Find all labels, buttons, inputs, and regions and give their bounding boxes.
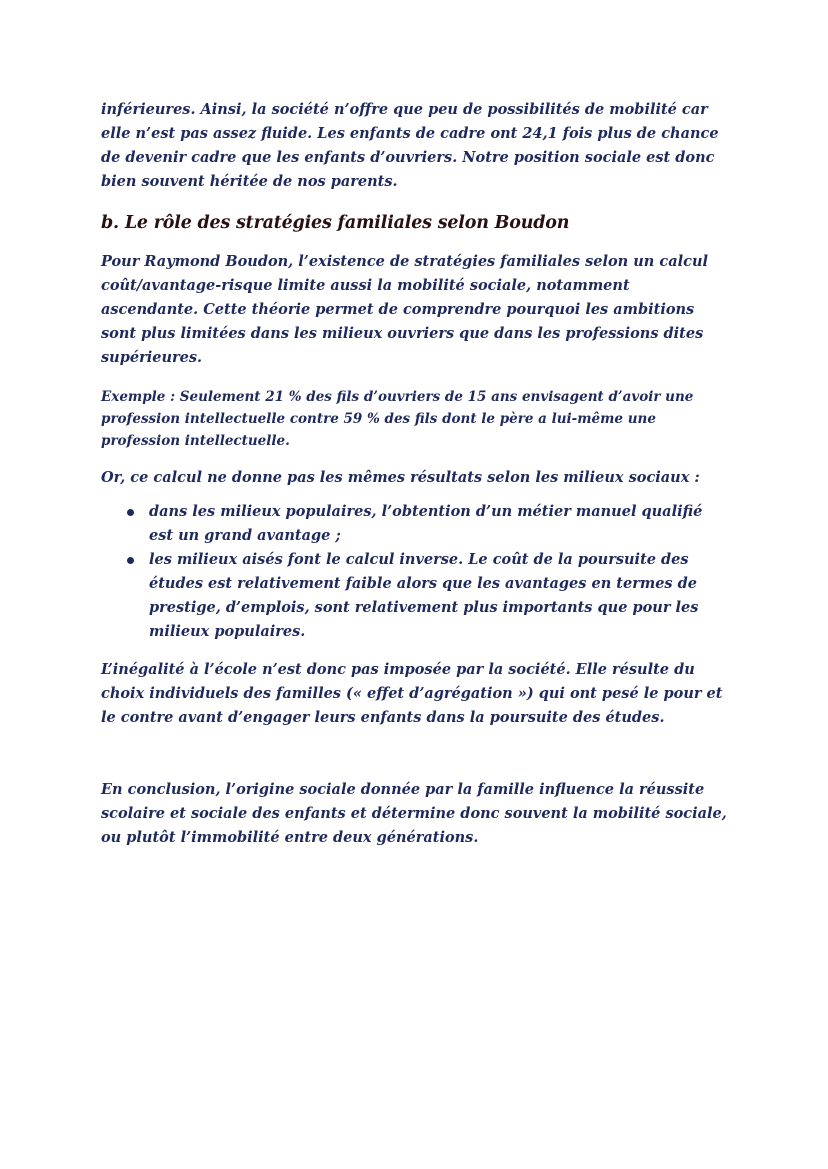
inequality-paragraph: L’inégalité à l’école n’est donc pas imposée par la société. Elle résulte du choix individuels des familles (« effet d’agrégation ») qui ont pesé le pour et le contre avant d’engager leurs enfants dans la poursuite des études.	[101, 661, 723, 726]
section-heading: b. Le rôle des stratégies familiales selon Boudon	[101, 213, 570, 233]
bullet-list	[101, 500, 731, 644]
boudon-paragraph: Pour Raymond Boudon, l’existence de stratégies familiales selon un calcul coût/avantage-risque limite aussi la mobilité sociale, notamment ascendante. Cette théorie permet de comprendre pourquoi les ambitions sont plus limitées dans les milieux ouvriers que dans les professions dites supérieures.	[101, 253, 709, 366]
intro-paragraph: inférieures. Ainsi, la société n’offre que peu de possibilités de mobilité car elle n’est pas assez fluide. Les enfants de cadre ont 24,1 fois plus de chance de devenir cadre que les enfants d’ouvriers. Notre position sociale est donc bien souvent héritée de nos parents.	[101, 101, 719, 190]
conclusion-paragraph: En conclusion, l’origine sociale donnée par la famille influence la réussite scolaire et sociale des enfants et détermine donc souvent la mobilité sociale, ou plutôt l’immobilité entre deux générations.	[101, 781, 727, 846]
bullet-text: dans les milieux populaires, l’obtention d’un métier manuel qualifié est un grand avantage ;	[149, 503, 703, 544]
bullet-dot-icon	[127, 509, 134, 516]
bullet-dot-icon	[127, 557, 134, 564]
document-page	[101, 98, 731, 846]
example-paragraph: Exemple : Seulement 21 % des fils d’ouvriers de 15 ans envisagent d’avoir une profession intellectuelle contre 59 % des fils dont le père a lui-même une profession intellectuelle.	[101, 389, 694, 449]
lead-sentence: Or, ce calcul ne donne pas les mêmes résultats selon les milieux sociaux :	[101, 469, 700, 486]
bullet-item	[101, 548, 731, 644]
bullet-text: les milieux aisés font le calcul inverse. Le coût de la poursuite des études est relativement faible alors que les avantages en termes de prestige, d’emplois, sont relativement plus importants que pour les milieux populaires.	[149, 551, 699, 640]
bullet-item	[101, 500, 731, 548]
